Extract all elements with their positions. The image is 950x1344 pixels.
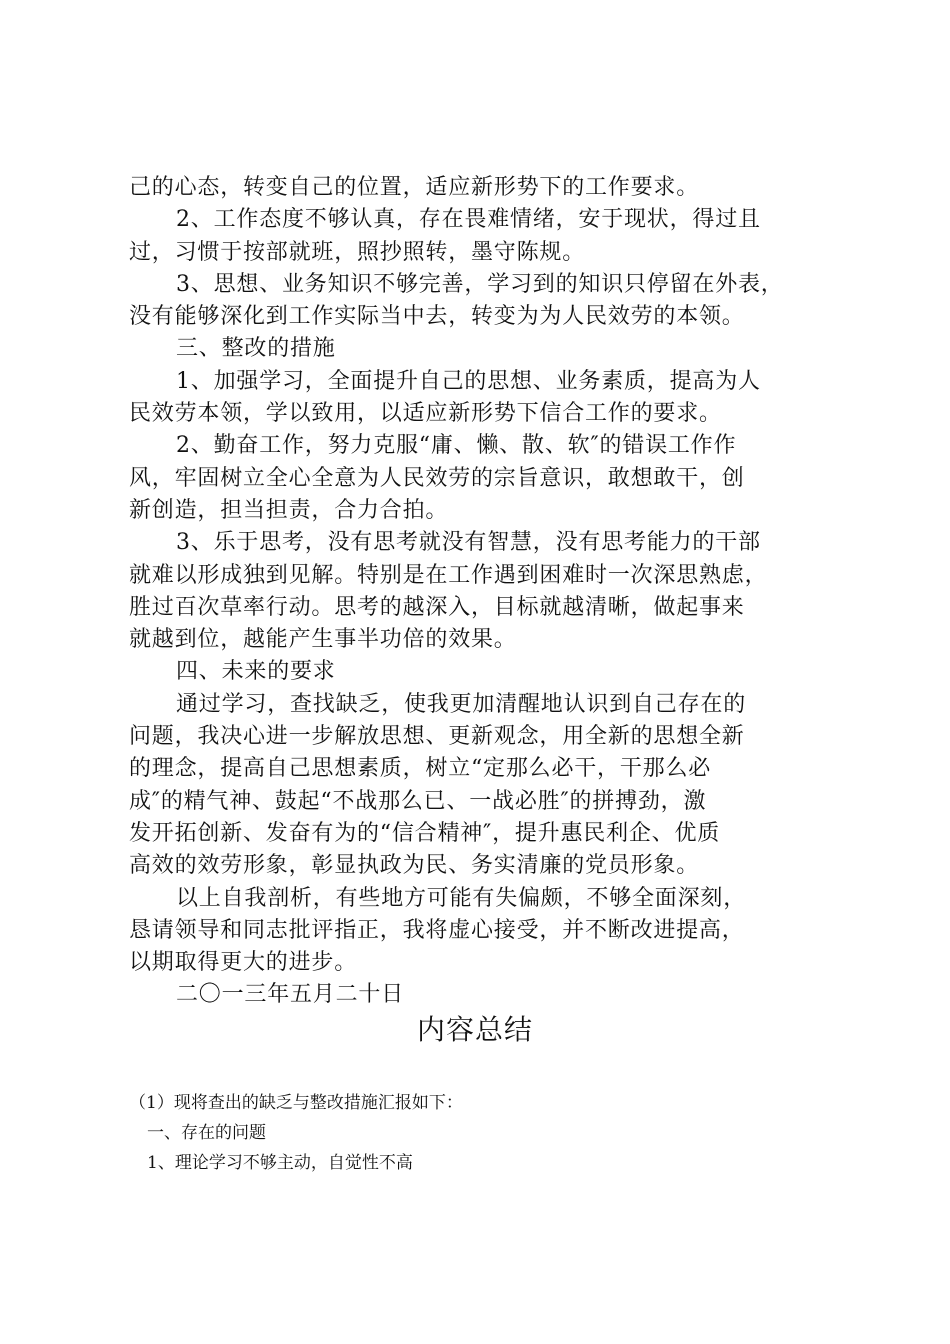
paragraph-line: 的理念，提高自己思想素质，树立“定那么必干，干那么必	[129, 756, 712, 782]
paragraph-line: 没有能够深化到工作实际当中去，转变为为人民效劳的本领。	[129, 304, 745, 330]
paragraph-line: 己的心态，转变自己的位置，适应新形势下的工作要求。	[129, 175, 700, 200]
summary-section	[129, 1088, 841, 1178]
paragraph-line: 通过学习，查找缺乏，使我更加清醒地认识到自己存在的	[176, 691, 747, 717]
paragraph-line: 1、加强学习，全面提升自己的思想、业务素质，提高为人	[176, 368, 761, 394]
summary-line: 一、存在的问题	[147, 1123, 266, 1143]
paragraph-line: 2、工作态度不够认真，存在畏难情绪，安于现状，得过且	[176, 207, 761, 233]
paragraph-line: 新创造，担当担责，合力合拍。	[129, 497, 449, 523]
paragraph-line: 高效的效劳形象，彰显执政为民、务实清廉的党员形象。	[129, 853, 700, 879]
section-heading: 三、整改的措施	[176, 336, 336, 362]
paragraph-line: 2、勤奋工作，努力克服“庸、懒、散、软″的错误工作作	[176, 433, 737, 459]
paragraph-line: 风，牢固树立全心全意为人民效劳的宗旨意识，敢想敢干，创	[129, 465, 745, 491]
paragraph-line: 过，习惯于按部就班，照抄照转，墨守陈规。	[129, 239, 586, 265]
paragraph-line: 以上自我剖析，有些地方可能有失偏颇，不够全面深刻，	[176, 885, 747, 911]
paragraph-line: 发开拓创新、发奋有为的“信合精神″，提升惠民利企、优质	[129, 820, 721, 846]
paragraph-line: 问题，我决心进一步解放思想、更新观念，用全新的思想全新	[129, 724, 745, 750]
paragraph-line: 3、乐于思考，没有思考就没有智慧，没有思考能力的干部	[176, 530, 761, 556]
body-text	[129, 172, 841, 1012]
summary-title: 内容总结	[416, 1013, 533, 1046]
paragraph-line: 成″的精气神、鼓起“不战那么已、一战必胜″的拼搏劲，激	[129, 788, 707, 814]
paragraph-line: 恳请领导和同志批评指正，我将虚心接受，并不断改进提高，	[129, 917, 745, 943]
summary-line: （1）现将查出的缺乏与整改措施汇报如下：	[129, 1093, 463, 1113]
summary-line: 1、理论学习不够主动，自觉性不高	[147, 1153, 413, 1173]
section-heading: 四、未来的要求	[176, 659, 336, 685]
paragraph-line: 民效劳本领，学以致用，以适应新形势下信合工作的要求。	[129, 401, 722, 427]
paragraph-line: 以期取得更大的进步。	[129, 950, 358, 976]
paragraph-line: 就越到位，越能产生事半功倍的效果。	[129, 627, 517, 653]
document-date: 二〇一三年五月二十日	[176, 982, 405, 1008]
paragraph-line: 3、思想、业务知识不够完善，学习到的知识只停留在外表，	[176, 271, 784, 297]
paragraph-line: 胜过百次草率行动。思考的越深入，目标就越清晰，做起事来	[129, 594, 745, 620]
paragraph-line: 就难以形成独到见解。特别是在工作遇到困难时一次深思熟虑，	[129, 562, 768, 588]
